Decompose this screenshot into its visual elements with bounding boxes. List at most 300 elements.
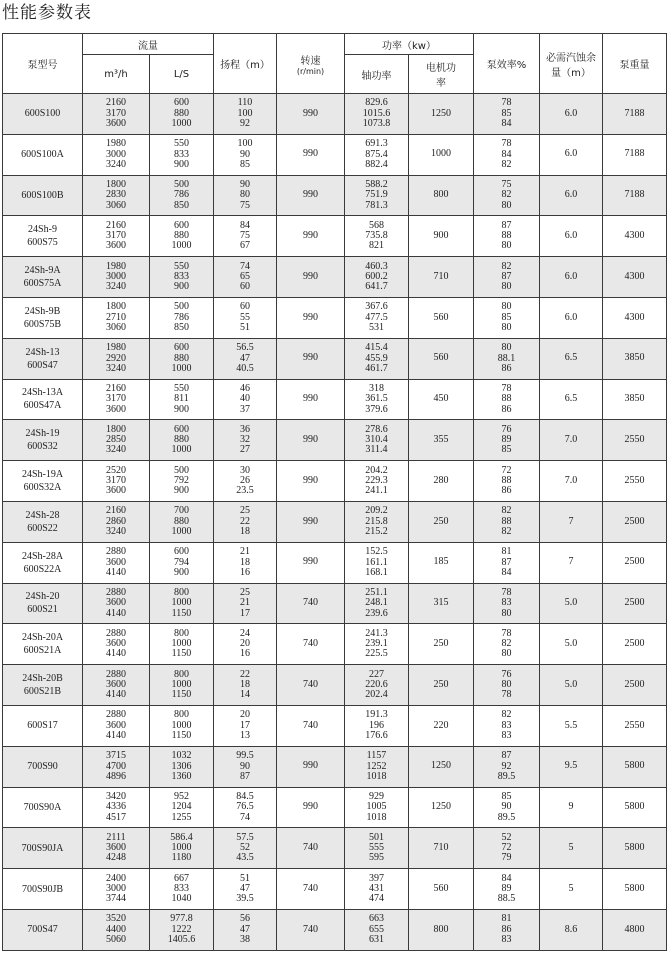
cell-weight: 2500 bbox=[603, 542, 667, 583]
cell-efficiency-line: 83 bbox=[501, 933, 512, 945]
cell-flow-ls-line: 1000 bbox=[171, 719, 192, 731]
cell-model bbox=[3, 134, 83, 175]
cell-efficiency-line: 82 bbox=[501, 260, 512, 272]
table-row bbox=[3, 705, 667, 746]
cell-head-line: 14 bbox=[240, 689, 250, 701]
cell-shaft-power-line: 278.6 bbox=[365, 423, 388, 435]
cell-flow-m3h-line: 4248 bbox=[106, 852, 126, 864]
cell-efficiency-line: 87 bbox=[501, 556, 512, 568]
cell-model-line: 600S75A bbox=[23, 278, 62, 290]
cell-efficiency bbox=[474, 175, 540, 216]
cell-flow-m3h bbox=[83, 869, 150, 910]
cell-flow-m3h-line: 1800 bbox=[106, 423, 126, 435]
cell-flow-m3h-line: 3000 bbox=[106, 270, 126, 282]
cell-head-line: 51 bbox=[240, 872, 250, 884]
cell-head bbox=[214, 216, 277, 257]
cell-flow-m3h bbox=[83, 624, 150, 665]
cell-model-line: 700S90JA bbox=[21, 842, 64, 854]
table-row bbox=[3, 787, 667, 828]
cell-speed: 990 bbox=[277, 420, 345, 461]
cell-shaft-power bbox=[345, 216, 409, 257]
table-row bbox=[3, 869, 667, 910]
cell-motor-power: 1250 bbox=[409, 787, 474, 828]
table-row bbox=[3, 828, 667, 869]
cell-flow-m3h bbox=[83, 257, 150, 298]
cell-shaft-power-line: 215.2 bbox=[365, 526, 388, 538]
cell-weight: 4300 bbox=[603, 257, 667, 298]
cell-weight: 5800 bbox=[603, 869, 667, 910]
cell-flow-ls-line: 880 bbox=[174, 107, 189, 119]
header-speed-label: 转速 bbox=[300, 55, 321, 67]
cell-flow-m3h-line: 3600 bbox=[106, 842, 126, 854]
cell-head bbox=[214, 420, 277, 461]
cell-shaft-power-line: 600.2 bbox=[365, 270, 388, 282]
cell-flow-m3h-line: 3240 bbox=[106, 444, 126, 456]
cell-flow-m3h-line: 3600 bbox=[106, 118, 126, 130]
cell-shaft-power-line: 461.7 bbox=[365, 362, 388, 374]
cell-motor-power: 1000 bbox=[409, 134, 474, 175]
cell-shaft-power-line: 229.3 bbox=[365, 474, 388, 486]
cell-head bbox=[214, 257, 277, 298]
cell-motor-power: 710 bbox=[409, 257, 474, 298]
cell-model-line: 700S90 bbox=[27, 761, 58, 773]
table-row bbox=[3, 501, 667, 542]
cell-model bbox=[3, 175, 83, 216]
header-model: 泵型号 bbox=[3, 34, 83, 94]
cell-shaft-power bbox=[345, 746, 409, 787]
cell-flow-ls bbox=[150, 501, 214, 542]
cell-efficiency-line: 84 bbox=[501, 872, 512, 884]
cell-efficiency-line: 82 bbox=[501, 709, 512, 721]
cell-efficiency bbox=[474, 461, 540, 502]
cell-flow-ls-line: 800 bbox=[174, 627, 189, 639]
cell-head-line: 75 bbox=[240, 199, 250, 211]
cell-motor-power: 560 bbox=[409, 869, 474, 910]
cell-flow-ls bbox=[150, 909, 214, 950]
table-row bbox=[3, 257, 667, 298]
cell-flow-m3h bbox=[83, 746, 150, 787]
cell-efficiency-line: 88.5 bbox=[497, 893, 516, 905]
cell-efficiency-line: 83 bbox=[501, 597, 512, 609]
cell-efficiency-line: 78 bbox=[501, 627, 512, 639]
cell-shaft-power-line: 202.4 bbox=[365, 689, 388, 701]
cell-shaft-power bbox=[345, 583, 409, 624]
header-flow-ls: L/S bbox=[150, 55, 214, 94]
cell-weight: 7188 bbox=[603, 94, 667, 135]
cell-flow-m3h-line: 3715 bbox=[106, 750, 126, 762]
cell-shaft-power bbox=[345, 869, 409, 910]
cell-head-line: 56.5 bbox=[236, 342, 254, 354]
cell-head-line: 47 bbox=[240, 352, 250, 364]
cell-efficiency-line: 92 bbox=[501, 760, 512, 772]
cell-head-line: 39.5 bbox=[236, 893, 254, 905]
cell-flow-m3h-line: 2710 bbox=[106, 311, 126, 323]
cell-head-line: 87 bbox=[240, 770, 250, 782]
cell-flow-m3h-line: 3600 bbox=[106, 678, 126, 690]
cell-flow-ls-line: 900 bbox=[174, 281, 189, 293]
cell-flow-m3h-line: 3600 bbox=[106, 403, 126, 415]
cell-flow-m3h-line: 3000 bbox=[106, 882, 126, 894]
cell-motor-power: 250 bbox=[409, 665, 474, 706]
cell-efficiency-line: 90 bbox=[501, 801, 512, 813]
cell-flow-m3h-line: 3170 bbox=[106, 474, 126, 486]
cell-flow-m3h-line: 2160 bbox=[106, 219, 126, 231]
cell-flow-m3h-line: 3600 bbox=[106, 240, 126, 252]
cell-shaft-power bbox=[345, 542, 409, 583]
cell-efficiency-line: 81 bbox=[501, 546, 512, 558]
cell-head-line: 21 bbox=[240, 546, 250, 558]
cell-speed: 990 bbox=[277, 787, 345, 828]
cell-shaft-power-line: 227 bbox=[369, 668, 384, 680]
cell-flow-ls-line: 1000 bbox=[171, 842, 192, 854]
cell-shaft-power bbox=[345, 175, 409, 216]
cell-model-line: 600S21 bbox=[27, 604, 58, 616]
cell-model-line: 24Sh-28A bbox=[21, 550, 64, 562]
cell-head-line: 84 bbox=[240, 219, 250, 231]
cell-flow-ls bbox=[150, 134, 214, 175]
cell-flow-ls-line: 880 bbox=[174, 515, 189, 527]
cell-efficiency bbox=[474, 501, 540, 542]
cell-model bbox=[3, 869, 83, 910]
cell-weight: 2500 bbox=[603, 624, 667, 665]
cell-flow-m3h bbox=[83, 583, 150, 624]
cell-efficiency bbox=[474, 665, 540, 706]
cell-head-line: 84.5 bbox=[236, 791, 254, 802]
cell-flow-ls-line: 600 bbox=[174, 97, 189, 109]
cell-shaft-power-line: 397 bbox=[369, 872, 384, 884]
cell-speed: 990 bbox=[277, 297, 345, 338]
cell-flow-ls-line: 880 bbox=[174, 230, 189, 242]
cell-head bbox=[214, 461, 277, 502]
header-npsh: 必需汽蚀余量（m） bbox=[540, 34, 603, 94]
cell-flow-m3h-line: 3600 bbox=[106, 556, 126, 568]
cell-npsh: 9 bbox=[540, 787, 603, 828]
cell-shaft-power-line: 751.9 bbox=[365, 189, 388, 201]
cell-efficiency-line: 80 bbox=[501, 199, 512, 211]
cell-flow-ls-line: 880 bbox=[174, 434, 189, 446]
cell-efficiency bbox=[474, 134, 540, 175]
cell-shaft-power-line: 311.4 bbox=[365, 444, 388, 456]
cell-shaft-power-line: 588.2 bbox=[365, 179, 388, 191]
cell-flow-ls-line: 786 bbox=[174, 311, 189, 323]
cell-shaft-power-line: 318 bbox=[369, 383, 384, 395]
table-row bbox=[3, 338, 667, 379]
cell-shaft-power-line: 191.3 bbox=[365, 709, 388, 721]
cell-head-line: 17 bbox=[240, 719, 250, 731]
cell-efficiency bbox=[474, 583, 540, 624]
cell-npsh: 9.5 bbox=[540, 746, 603, 787]
cell-head-line: 52 bbox=[240, 842, 250, 854]
table-row bbox=[3, 216, 667, 257]
cell-flow-ls-line: 1180 bbox=[171, 852, 192, 864]
cell-flow-ls-line: 800 bbox=[174, 709, 189, 721]
cell-model-line: 24Sh-9 bbox=[28, 224, 57, 236]
cell-efficiency bbox=[474, 828, 540, 869]
cell-flow-m3h bbox=[83, 705, 150, 746]
cell-shaft-power-line: 176.6 bbox=[365, 730, 388, 741]
cell-efficiency-line: 80 bbox=[501, 342, 512, 354]
cell-npsh: 7 bbox=[540, 501, 603, 542]
cell-flow-m3h-line: 3240 bbox=[106, 526, 126, 538]
cell-speed: 740 bbox=[277, 828, 345, 869]
cell-flow-ls-line: 800 bbox=[174, 587, 189, 599]
cell-model bbox=[3, 705, 83, 746]
cell-flow-ls bbox=[150, 94, 214, 135]
cell-efficiency-line: 84 bbox=[501, 148, 512, 160]
cell-model-line: 600S100B bbox=[21, 189, 64, 201]
cell-flow-m3h-line: 4400 bbox=[106, 923, 126, 935]
cell-weight: 2550 bbox=[603, 461, 667, 502]
cell-shaft-power-line: 152.5 bbox=[365, 546, 388, 558]
cell-efficiency-line: 85 bbox=[501, 107, 512, 119]
cell-shaft-power-line: 882.4 bbox=[365, 158, 388, 170]
cell-motor-power: 250 bbox=[409, 624, 474, 665]
cell-weight: 3850 bbox=[603, 338, 667, 379]
cell-flow-m3h bbox=[83, 175, 150, 216]
cell-flow-m3h-line: 1800 bbox=[106, 179, 126, 191]
cell-head-line: 65 bbox=[240, 270, 250, 282]
cell-head-line: 17 bbox=[240, 607, 250, 619]
cell-efficiency-line: 82 bbox=[501, 638, 512, 650]
cell-motor-power: 185 bbox=[409, 542, 474, 583]
cell-model-line: 600S47A bbox=[23, 400, 62, 412]
cell-shaft-power-line: 241.1 bbox=[365, 485, 388, 497]
cell-head-line: 30 bbox=[240, 464, 250, 476]
cell-flow-m3h bbox=[83, 420, 150, 461]
cell-flow-m3h-line: 4336 bbox=[106, 801, 126, 813]
cell-flow-m3h bbox=[83, 134, 150, 175]
cell-shaft-power-line: 251.1 bbox=[365, 587, 388, 599]
cell-efficiency-line: 82 bbox=[501, 505, 512, 517]
cell-efficiency-line: 87 bbox=[501, 750, 512, 762]
cell-head-line: 100 bbox=[237, 138, 253, 150]
table-row bbox=[3, 175, 667, 216]
cell-shaft-power-line: 501 bbox=[369, 831, 384, 843]
cell-efficiency-line: 82 bbox=[501, 158, 512, 170]
cell-flow-ls-line: 850 bbox=[174, 199, 189, 211]
cell-shaft-power bbox=[345, 828, 409, 869]
cell-model bbox=[3, 461, 83, 502]
cell-shaft-power-line: 477.5 bbox=[365, 311, 388, 323]
cell-head-line: 74 bbox=[240, 260, 250, 272]
cell-npsh: 5 bbox=[540, 828, 603, 869]
cell-flow-ls bbox=[150, 379, 214, 420]
cell-efficiency-line: 76 bbox=[501, 668, 512, 680]
cell-head bbox=[214, 909, 277, 950]
cell-weight: 4300 bbox=[603, 216, 667, 257]
cell-head bbox=[214, 338, 277, 379]
cell-speed: 990 bbox=[277, 379, 345, 420]
cell-flow-m3h-line: 4896 bbox=[106, 770, 126, 782]
cell-flow-ls-line: 1204 bbox=[171, 801, 192, 813]
cell-model-line: 24Sh-28 bbox=[25, 509, 60, 521]
cell-flow-ls-line: 880 bbox=[174, 352, 189, 364]
cell-flow-ls bbox=[150, 297, 214, 338]
cell-shaft-power bbox=[345, 134, 409, 175]
cell-model-line: 600S21B bbox=[23, 686, 62, 698]
cell-shaft-power-line: 1073.8 bbox=[362, 118, 391, 130]
cell-npsh: 6.5 bbox=[540, 338, 603, 379]
cell-speed: 740 bbox=[277, 909, 345, 950]
cell-efficiency-line: 86 bbox=[501, 362, 512, 374]
cell-flow-m3h bbox=[83, 216, 150, 257]
cell-shaft-power bbox=[345, 665, 409, 706]
cell-flow-m3h-line: 2830 bbox=[106, 189, 126, 201]
cell-npsh: 7 bbox=[540, 542, 603, 583]
cell-model-line: 600S75 bbox=[27, 237, 58, 249]
cell-head bbox=[214, 828, 277, 869]
cell-shaft-power-line: 241.3 bbox=[365, 627, 388, 639]
cell-efficiency-line: 80 bbox=[501, 607, 512, 619]
cell-head-line: 60 bbox=[240, 301, 250, 313]
cell-head bbox=[214, 583, 277, 624]
cell-head-line: 36 bbox=[240, 423, 250, 435]
cell-weight: 2500 bbox=[603, 501, 667, 542]
cell-head-line: 55 bbox=[240, 311, 250, 323]
cell-head-line: 47 bbox=[240, 923, 250, 935]
cell-flow-ls-line: 1306 bbox=[171, 760, 192, 772]
cell-head-line: 18 bbox=[240, 526, 250, 538]
cell-head-line: 51 bbox=[240, 322, 250, 334]
cell-flow-m3h-line: 3600 bbox=[106, 597, 126, 609]
cell-flow-m3h bbox=[83, 338, 150, 379]
cell-head-line: 37 bbox=[240, 403, 250, 415]
cell-model bbox=[3, 787, 83, 828]
performance-table bbox=[2, 33, 667, 951]
cell-head-line: 16 bbox=[240, 566, 250, 578]
cell-efficiency bbox=[474, 746, 540, 787]
cell-flow-ls-line: 1150 bbox=[171, 648, 192, 660]
cell-efficiency-line: 75 bbox=[501, 179, 512, 191]
cell-efficiency-line: 89 bbox=[501, 882, 512, 894]
cell-efficiency-line: 88 bbox=[501, 515, 512, 527]
cell-motor-power: 1250 bbox=[409, 746, 474, 787]
cell-head bbox=[214, 379, 277, 420]
cell-motor-power: 315 bbox=[409, 583, 474, 624]
cell-efficiency-line: 88 bbox=[501, 393, 512, 405]
cell-motor-power: 355 bbox=[409, 420, 474, 461]
cell-flow-ls-line: 1255 bbox=[171, 811, 192, 823]
cell-flow-ls-line: 500 bbox=[174, 464, 189, 476]
table-row bbox=[3, 420, 667, 461]
cell-shaft-power bbox=[345, 787, 409, 828]
cell-head-line: 32 bbox=[240, 434, 250, 446]
cell-npsh: 5 bbox=[540, 869, 603, 910]
cell-flow-ls-line: 900 bbox=[174, 158, 189, 170]
cell-speed: 990 bbox=[277, 461, 345, 502]
cell-efficiency-line: 79 bbox=[501, 852, 512, 864]
cell-speed: 740 bbox=[277, 624, 345, 665]
cell-flow-ls-line: 1000 bbox=[171, 526, 192, 538]
header-head: 扬程（m） bbox=[214, 34, 277, 94]
cell-efficiency-line: 85 bbox=[501, 444, 512, 456]
cell-head-line: 76.5 bbox=[236, 801, 254, 813]
cell-flow-m3h-line: 2880 bbox=[106, 627, 126, 639]
cell-model-line: 700S47 bbox=[27, 924, 58, 936]
cell-efficiency-line: 88.1 bbox=[497, 352, 516, 364]
cell-shaft-power-line: 631 bbox=[369, 933, 384, 945]
cell-efficiency bbox=[474, 420, 540, 461]
cell-flow-ls-line: 1150 bbox=[171, 730, 192, 741]
cell-motor-power: 560 bbox=[409, 338, 474, 379]
cell-model-line: 24Sh-20 bbox=[25, 591, 60, 603]
cell-shaft-power-line: 220.6 bbox=[365, 678, 388, 690]
cell-model bbox=[3, 583, 83, 624]
cell-model bbox=[3, 338, 83, 379]
header-flow-m3h: m³/h bbox=[83, 55, 150, 94]
cell-head-line: 85 bbox=[240, 158, 250, 170]
cell-head bbox=[214, 665, 277, 706]
cell-shaft-power-line: 209.2 bbox=[365, 505, 388, 517]
cell-speed: 990 bbox=[277, 175, 345, 216]
cell-head-line: 22 bbox=[240, 515, 250, 527]
cell-efficiency-line: 78 bbox=[501, 383, 512, 395]
cell-npsh: 6.0 bbox=[540, 297, 603, 338]
cell-model bbox=[3, 297, 83, 338]
cell-efficiency-line: 84 bbox=[501, 566, 512, 578]
cell-flow-ls bbox=[150, 624, 214, 665]
cell-flow-ls-line: 1000 bbox=[171, 638, 192, 650]
cell-efficiency bbox=[474, 624, 540, 665]
cell-shaft-power bbox=[345, 379, 409, 420]
cell-head bbox=[214, 705, 277, 746]
cell-head-line: 18 bbox=[240, 678, 250, 690]
cell-shaft-power-line: 431 bbox=[369, 882, 384, 894]
cell-flow-ls-line: 600 bbox=[174, 219, 189, 231]
cell-speed: 740 bbox=[277, 583, 345, 624]
cell-flow-ls-line: 500 bbox=[174, 179, 189, 191]
cell-flow-m3h-line: 2111 bbox=[106, 831, 126, 843]
cell-flow-ls-line: 833 bbox=[174, 148, 189, 160]
cell-flow-m3h-line: 4140 bbox=[106, 689, 126, 701]
cell-efficiency bbox=[474, 216, 540, 257]
cell-flow-ls-line: 1222 bbox=[171, 923, 192, 935]
cell-efficiency-line: 87 bbox=[501, 270, 512, 282]
cell-head-line: 26 bbox=[240, 474, 250, 486]
cell-efficiency-line: 80 bbox=[501, 648, 512, 660]
cell-flow-m3h-line: 4517 bbox=[106, 811, 126, 823]
table-row bbox=[3, 542, 667, 583]
cell-flow-m3h-line: 1980 bbox=[106, 260, 126, 272]
cell-model-line: 600S21A bbox=[23, 645, 62, 657]
cell-shaft-power bbox=[345, 624, 409, 665]
cell-efficiency-line: 80 bbox=[501, 301, 512, 313]
cell-flow-ls-line: 1000 bbox=[171, 362, 192, 374]
header-power: 功率（kw） bbox=[345, 34, 474, 55]
cell-head-line: 110 bbox=[237, 97, 253, 109]
cell-head-line: 13 bbox=[240, 730, 250, 741]
cell-efficiency-line: 89 bbox=[501, 434, 512, 446]
cell-flow-m3h-line: 2880 bbox=[106, 709, 126, 721]
table-row bbox=[3, 583, 667, 624]
cell-speed: 990 bbox=[277, 338, 345, 379]
cell-motor-power: 710 bbox=[409, 828, 474, 869]
cell-model-line: 700S90JB bbox=[21, 883, 64, 895]
cell-flow-ls-line: 850 bbox=[174, 322, 189, 334]
header-weight: 泵重量 bbox=[603, 34, 667, 94]
cell-flow-m3h-line: 1980 bbox=[106, 138, 126, 150]
cell-shaft-power-line: 555 bbox=[369, 842, 384, 854]
cell-shaft-power bbox=[345, 338, 409, 379]
table-row bbox=[3, 909, 667, 950]
cell-flow-m3h-line: 3240 bbox=[106, 281, 126, 293]
cell-motor-power: 1250 bbox=[409, 94, 474, 135]
cell-flow-m3h bbox=[83, 665, 150, 706]
cell-model-line: 600S75B bbox=[23, 318, 62, 330]
cell-flow-ls-line: 900 bbox=[174, 566, 189, 578]
cell-head-line: 75 bbox=[240, 230, 250, 242]
table-row bbox=[3, 297, 667, 338]
